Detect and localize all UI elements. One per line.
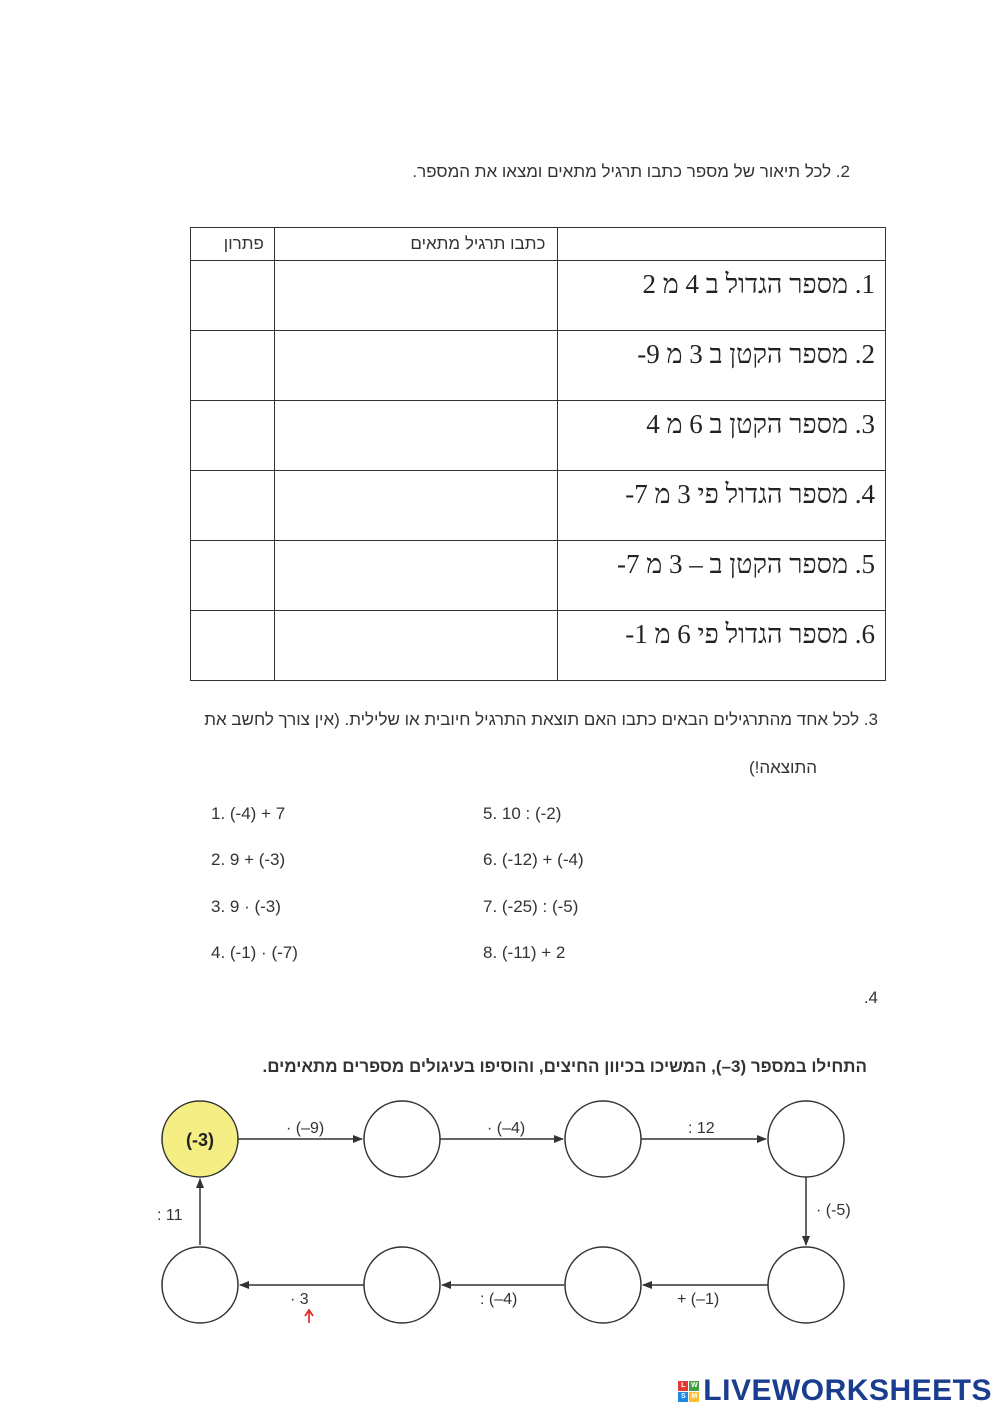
arrow-label-8: : 11 — [157, 1207, 183, 1224]
arrow-label-1: · (–9) — [286, 1120, 325, 1137]
table-row — [191, 611, 886, 681]
answer-circle-7[interactable] — [162, 1247, 238, 1323]
solution-cell[interactable] — [191, 401, 275, 471]
header-solution: פתרון — [191, 228, 275, 261]
exercise-cell[interactable] — [274, 401, 558, 471]
solution-cell[interactable] — [191, 611, 275, 681]
q4-number: .4 — [863, 988, 878, 1007]
table-row — [191, 401, 886, 471]
row-description: 2. מספר הקטן ב 3 מ 9- — [637, 339, 875, 369]
arrow-label-6: : (–4) — [480, 1291, 518, 1308]
q3-item-4: 4. (-1) · (-7) — [211, 943, 298, 962]
table-row — [191, 471, 886, 541]
q3-item-2: 2. 9 + (-3) — [211, 850, 286, 869]
answer-circle-1[interactable] — [364, 1101, 440, 1177]
header-description — [558, 228, 886, 261]
answer-circle-5[interactable] — [565, 1247, 641, 1323]
arrow-label-3: : 12 — [688, 1120, 715, 1137]
solution-cell[interactable] — [191, 541, 275, 611]
answer-circle-3[interactable] — [768, 1101, 844, 1177]
exercise-cell[interactable] — [274, 331, 558, 401]
exercise-cell[interactable] — [274, 261, 558, 331]
solution-cell[interactable] — [191, 471, 275, 541]
start-value: (-3) — [186, 1130, 214, 1150]
q3-item-3: 3. 9 · (-3) — [211, 897, 281, 916]
liveworksheets-logo-icon: L W S M — [678, 1381, 699, 1402]
q4-instruction: התחילו במספר (3–), המשיכו בכיוון החיצים, והוסיפו בעיגולים מספרים מתאימים. — [262, 1057, 867, 1076]
table-row — [191, 541, 886, 611]
q3-item-8: 8. (-11) + 2 — [483, 943, 566, 962]
arrow-label-2: · (–4) — [487, 1120, 526, 1137]
liveworksheets-watermark — [678, 1374, 992, 1408]
solution-cell[interactable] — [191, 261, 275, 331]
header-exercise: כתבו תרגיל מתאים — [274, 228, 558, 261]
row-description: 5. מספר הקטן ב – 3 מ 7- — [617, 549, 875, 579]
exercise-table — [190, 227, 886, 681]
q3-heading: 3. לכל אחד מהתרגילים הבאים כתבו האם תוצאת התרגיל חיובית או שלילית. (אין צורך לחשב את — [204, 710, 878, 729]
q2-heading: 2. לכל תיאור של מספר כתבו תרגיל מתאים ומצאו את המספר. — [412, 162, 850, 181]
table-row — [191, 261, 886, 331]
red-marker-icon — [305, 1310, 313, 1323]
row-description: 4. מספר הגדול פי 3 מ 7- — [625, 479, 875, 509]
solution-cell[interactable] — [191, 331, 275, 401]
liveworksheets-brand: LIVEWORKSHEETS — [703, 1374, 992, 1407]
q3-item-6: 6. (-12) + (-4) — [483, 850, 584, 869]
exercise-cell[interactable] — [274, 471, 558, 541]
q3-item-7: 7. (-25) : (-5) — [483, 897, 579, 916]
q3-item-1: 1. (-4) + 7 — [211, 804, 286, 823]
arrow-label-5: + (–1) — [677, 1291, 720, 1308]
answer-circle-4[interactable] — [768, 1247, 844, 1323]
arrow-label-7: · 3 — [290, 1291, 309, 1308]
row-description: 6. מספר הגדול פי 6 מ 1- — [625, 619, 875, 649]
row-description: 3. מספר הקטן ב 6 מ 4 — [646, 409, 875, 439]
answer-circle-2[interactable] — [565, 1101, 641, 1177]
table-row — [191, 331, 886, 401]
answer-circle-6[interactable] — [364, 1247, 440, 1323]
q3-item-5: 5. 10 : (-2) — [483, 804, 562, 823]
exercise-cell[interactable] — [274, 611, 558, 681]
row-description: 1. מספר הגדול ב 4 מ 2 — [642, 269, 875, 299]
exercise-cell[interactable] — [274, 541, 558, 611]
table-header-row — [191, 228, 886, 261]
arrow-chain-diagram — [0, 1090, 1000, 1340]
q3-heading-cont: התוצאה!) — [748, 758, 817, 777]
arrow-label-4: · (-5) — [816, 1202, 851, 1219]
